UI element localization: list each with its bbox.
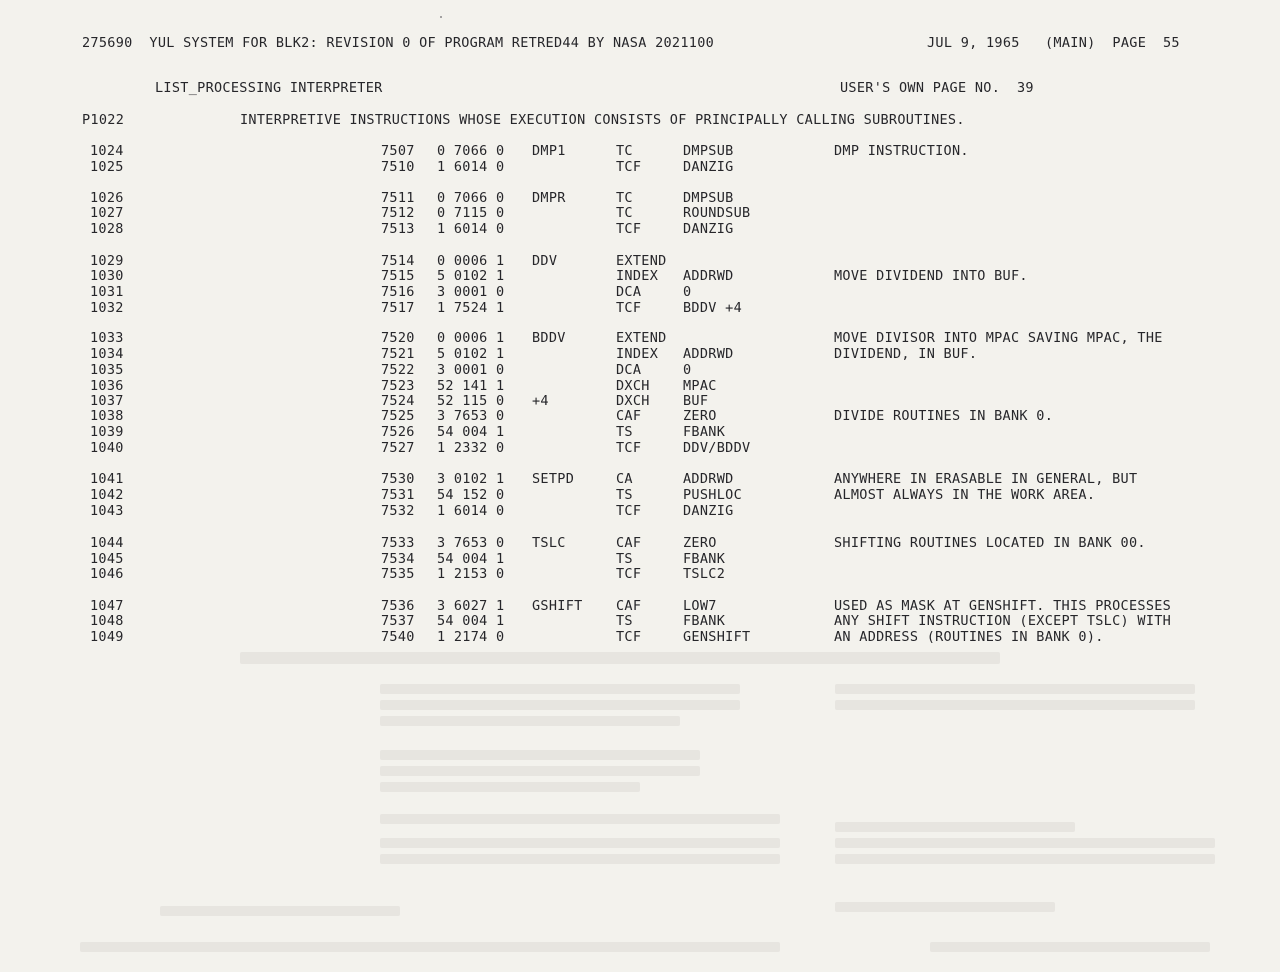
operand: DMPSUB [683, 190, 734, 206]
operand: TSLC2 [683, 566, 726, 582]
operand: ZERO [683, 408, 717, 424]
show-through-line [380, 782, 640, 792]
address: 7525 [381, 408, 415, 424]
line-number: 1049 [90, 629, 124, 645]
opcode: DCA [616, 284, 642, 300]
show-through-line [80, 942, 780, 952]
address: 7520 [381, 330, 415, 346]
address: 7517 [381, 300, 415, 316]
address: 7527 [381, 440, 415, 456]
show-through-line [835, 822, 1075, 832]
address: 7540 [381, 629, 415, 645]
octal-code: 1 6014 0 [437, 221, 505, 237]
octal-code: 5 0102 1 [437, 346, 505, 362]
header-right: JUL 9, 1965 (MAIN) PAGE 55 [927, 35, 1180, 51]
operand: FBANK [683, 424, 726, 440]
opcode: EXTEND [616, 330, 667, 346]
address: 7511 [381, 190, 415, 206]
octal-code: 1 6014 0 [437, 159, 505, 175]
line-number: 1030 [90, 268, 124, 284]
header-left: 275690 YUL SYSTEM FOR BLK2: REVISION 0 OF PROGRAM RETRED44 BY NASA 2021100 [82, 35, 715, 51]
octal-code: 3 0001 0 [437, 362, 505, 378]
operand: DDV/BDDV [683, 440, 751, 456]
line-number: 1032 [90, 300, 124, 316]
operand: GENSHIFT [683, 629, 751, 645]
octal-code: 1 2153 0 [437, 566, 505, 582]
address: 7512 [381, 205, 415, 221]
opcode: TC [616, 190, 633, 206]
octal-code: 52 115 0 [437, 393, 505, 409]
octal-code: 1 7524 1 [437, 300, 505, 316]
address: 7533 [381, 535, 415, 551]
show-through-line [835, 902, 1055, 912]
octal-code: 1 2174 0 [437, 629, 505, 645]
line-number: 1026 [90, 190, 124, 206]
listing-heading: INTERPRETIVE INSTRUCTIONS WHOSE EXECUTION CONSISTS OF PRINCIPALLY CALLING SUBROUTINES. [240, 112, 965, 128]
line-number: 1035 [90, 362, 124, 378]
address: 7524 [381, 393, 415, 409]
octal-code: 3 0102 1 [437, 471, 505, 487]
label: DDV [532, 253, 558, 269]
address: 7516 [381, 284, 415, 300]
show-through-line [835, 854, 1215, 864]
octal-code: 0 7066 0 [437, 143, 505, 159]
opcode: EXTEND [616, 253, 667, 269]
comment: DIVIDE ROUTINES IN BANK 0. [834, 408, 1054, 424]
line-number: 1037 [90, 393, 124, 409]
comment: ANY SHIFT INSTRUCTION (EXCEPT TSLC) WITH [834, 613, 1172, 629]
operand: BDDV +4 [683, 300, 742, 316]
line-number: 1046 [90, 566, 124, 582]
opcode: TC [616, 205, 633, 221]
comment: DMP INSTRUCTION. [834, 143, 969, 159]
opcode: DXCH [616, 393, 650, 409]
address: 7537 [381, 613, 415, 629]
label: DMPR [532, 190, 566, 206]
line-number: 1025 [90, 159, 124, 175]
opcode: TCF [616, 221, 642, 237]
line-number: 1042 [90, 487, 124, 503]
address: 7513 [381, 221, 415, 237]
operand: PUSHLOC [683, 487, 742, 503]
opcode: TS [616, 487, 633, 503]
octal-code: 54 004 1 [437, 424, 505, 440]
address: 7514 [381, 253, 415, 269]
opcode: CAF [616, 535, 642, 551]
octal-code: 0 7066 0 [437, 190, 505, 206]
opcode: TCF [616, 440, 642, 456]
operand: ADDRWD [683, 346, 734, 362]
line-number: 1028 [90, 221, 124, 237]
opcode: INDEX [616, 268, 659, 284]
opcode: TCF [616, 159, 642, 175]
opcode: CAF [616, 408, 642, 424]
section-title: LIST_PROCESSING INTERPRETER [155, 80, 383, 96]
address: 7530 [381, 471, 415, 487]
operand: ADDRWD [683, 268, 734, 284]
page-reference: P1022 [82, 112, 125, 128]
label: GSHIFT [532, 598, 583, 614]
address: 7507 [381, 143, 415, 159]
octal-code: 0 7115 0 [437, 205, 505, 221]
opcode: TC [616, 143, 633, 159]
operand: FBANK [683, 551, 726, 567]
line-number: 1039 [90, 424, 124, 440]
octal-code: 1 6014 0 [437, 503, 505, 519]
line-number: 1036 [90, 378, 124, 394]
line-number: 1045 [90, 551, 124, 567]
line-number: 1029 [90, 253, 124, 269]
label: SETPD [532, 471, 575, 487]
octal-code: 5 0102 1 [437, 268, 505, 284]
opcode: TCF [616, 566, 642, 582]
line-number: 1031 [90, 284, 124, 300]
octal-code: 3 0001 0 [437, 284, 505, 300]
address: 7522 [381, 362, 415, 378]
octal-code: 3 6027 1 [437, 598, 505, 614]
address: 7523 [381, 378, 415, 394]
comment: ALMOST ALWAYS IN THE WORK AREA. [834, 487, 1096, 503]
show-through-line [835, 700, 1195, 710]
opcode: DXCH [616, 378, 650, 394]
opcode: CAF [616, 598, 642, 614]
show-through-line [380, 750, 700, 760]
opcode: CA [616, 471, 633, 487]
operand: 0 [683, 362, 692, 378]
comment: AN ADDRESS (ROUTINES IN BANK 0). [834, 629, 1104, 645]
line-number: 1047 [90, 598, 124, 614]
show-through-line [380, 854, 780, 864]
label: DMP1 [532, 143, 566, 159]
label: +4 [532, 393, 549, 409]
address: 7532 [381, 503, 415, 519]
opcode: TCF [616, 300, 642, 316]
address: 7526 [381, 424, 415, 440]
paper-speck [440, 16, 442, 18]
line-number: 1024 [90, 143, 124, 159]
line-number: 1043 [90, 503, 124, 519]
octal-code: 3 7653 0 [437, 535, 505, 551]
address: 7521 [381, 346, 415, 362]
operand: LOW7 [683, 598, 717, 614]
octal-code: 52 141 1 [437, 378, 505, 394]
octal-code: 0 0006 1 [437, 330, 505, 346]
show-through-line [240, 652, 1000, 664]
octal-code: 54 004 1 [437, 613, 505, 629]
address: 7510 [381, 159, 415, 175]
comment: USED AS MASK AT GENSHIFT. THIS PROCESSES [834, 598, 1172, 614]
users-page-number: USER'S OWN PAGE NO. 39 [840, 80, 1034, 96]
show-through-line [160, 906, 400, 916]
octal-code: 54 152 0 [437, 487, 505, 503]
opcode: TS [616, 551, 633, 567]
address: 7515 [381, 268, 415, 284]
show-through-line [835, 684, 1195, 694]
opcode: TCF [616, 629, 642, 645]
address: 7531 [381, 487, 415, 503]
operand: MPAC [683, 378, 717, 394]
comment: MOVE DIVIDEND INTO BUF. [834, 268, 1028, 284]
show-through-line [380, 684, 740, 694]
line-number: 1034 [90, 346, 124, 362]
comment: MOVE DIVISOR INTO MPAC SAVING MPAC, THE [834, 330, 1163, 346]
operand: BUF [683, 393, 709, 409]
address: 7535 [381, 566, 415, 582]
comment: DIVIDEND, IN BUF. [834, 346, 978, 362]
show-through-line [380, 716, 680, 726]
operand: ZERO [683, 535, 717, 551]
label: BDDV [532, 330, 566, 346]
octal-code: 0 0006 1 [437, 253, 505, 269]
line-number: 1044 [90, 535, 124, 551]
address: 7536 [381, 598, 415, 614]
operand: FBANK [683, 613, 726, 629]
line-number: 1033 [90, 330, 124, 346]
show-through-line [380, 814, 780, 824]
label: TSLC [532, 535, 566, 551]
operand: DANZIG [683, 159, 734, 175]
operand: DANZIG [683, 221, 734, 237]
show-through-line [380, 838, 780, 848]
opcode: TCF [616, 503, 642, 519]
opcode: TS [616, 424, 633, 440]
operand: ADDRWD [683, 471, 734, 487]
octal-code: 1 2332 0 [437, 440, 505, 456]
show-through-line [930, 942, 1210, 952]
octal-code: 54 004 1 [437, 551, 505, 567]
line-number: 1027 [90, 205, 124, 221]
line-number: 1038 [90, 408, 124, 424]
octal-code: 3 7653 0 [437, 408, 505, 424]
line-number: 1041 [90, 471, 124, 487]
operand: DMPSUB [683, 143, 734, 159]
comment: ANYWHERE IN ERASABLE IN GENERAL, BUT [834, 471, 1138, 487]
opcode: TS [616, 613, 633, 629]
operand: ROUNDSUB [683, 205, 751, 221]
opcode: DCA [616, 362, 642, 378]
operand: 0 [683, 284, 692, 300]
line-number: 1040 [90, 440, 124, 456]
operand: DANZIG [683, 503, 734, 519]
opcode: INDEX [616, 346, 659, 362]
show-through-line [380, 700, 740, 710]
show-through-line [380, 766, 700, 776]
show-through-line [835, 838, 1215, 848]
comment: SHIFTING ROUTINES LOCATED IN BANK 00. [834, 535, 1146, 551]
line-number: 1048 [90, 613, 124, 629]
address: 7534 [381, 551, 415, 567]
